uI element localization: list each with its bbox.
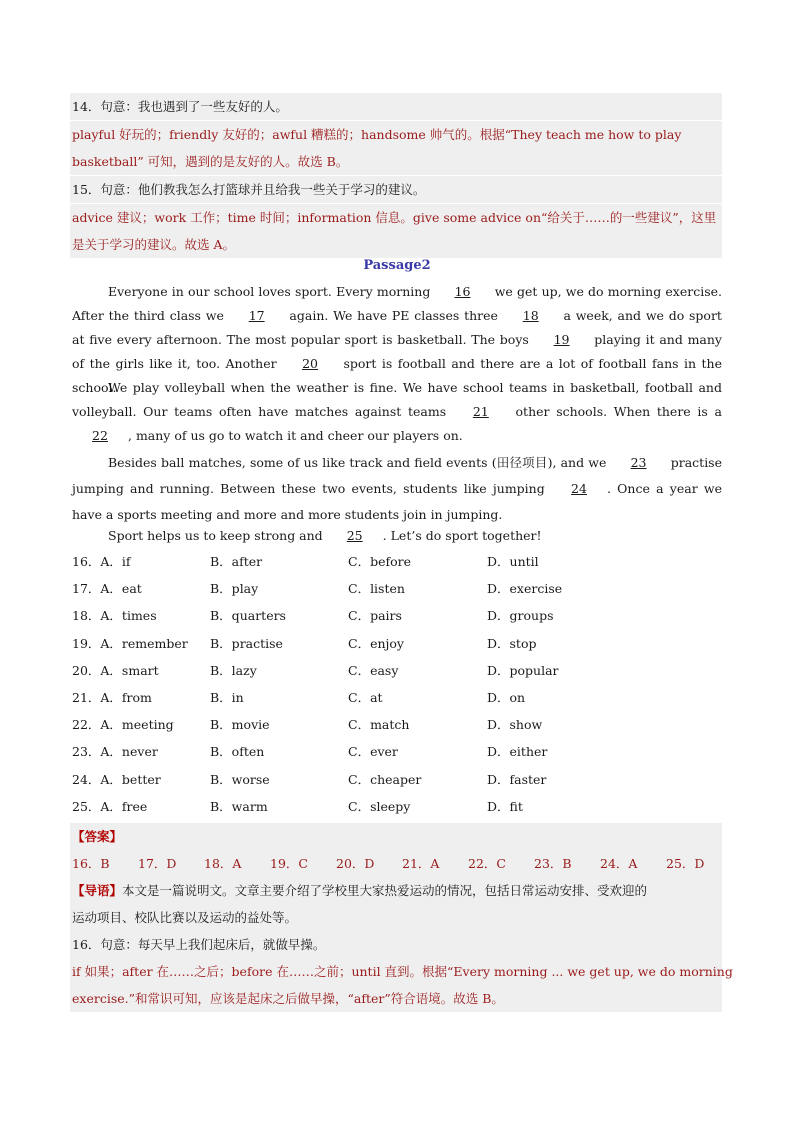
passage-text: sport is football and there are a lot of football fans in the school. [72, 356, 722, 395]
option-c: C．easy [348, 662, 399, 678]
passage-paragraph-3 [72, 450, 722, 528]
blank-22: 22 [92, 428, 108, 443]
option-c: C．match [348, 717, 410, 733]
option-row-19 [72, 630, 722, 657]
option-a: 24．A．better [72, 771, 161, 787]
answer-19: 19．C [270, 856, 308, 871]
option-b: B．warm [210, 798, 268, 814]
q14-explanation-line-2: basketball” 可知，遇到的是友好的人。故选 B。 [70, 148, 722, 176]
answer-list [70, 850, 722, 877]
option-c: C．cheaper [348, 771, 422, 787]
q14-explanation-line-1: playful 好玩的；friendly 友好的；awful 糟糕的；handsome 帅气的。根据“They teach me how to play [72, 127, 682, 142]
answer-17: 17．D [138, 856, 177, 871]
option-c: C．pairs [348, 608, 402, 624]
passage-text: . Once a year we have a sports meeting and more and more students join in jumping. [72, 481, 722, 522]
option-d: D．until [487, 554, 539, 569]
option-a: 16．A．if [72, 554, 131, 569]
option-row-17 [72, 575, 722, 602]
option-row-21 [72, 684, 722, 711]
option-a: 17．A．eat [72, 581, 142, 597]
option-row-20 [72, 657, 722, 684]
guide-line-2: 运动项目、校队比赛以及运动的益处等。 [72, 910, 298, 925]
passage-text: again. We have PE classes three [289, 308, 498, 323]
option-d: D．show [487, 717, 543, 733]
blank-16: 16 [454, 284, 471, 299]
passage-text: Sport helps us to keep strong and [108, 528, 323, 543]
option-b: B．practise [210, 635, 283, 651]
q16-explanation-line-1: if 如果；after 在……之后；before 在……之前；until 直到。根据“Every morning ... we get up, we do morning [72, 964, 733, 979]
passage-text: other schools. When there is a [515, 404, 722, 419]
option-a: 23．A．never [72, 744, 158, 760]
passage-text: . Let’s do sport together! [382, 528, 542, 543]
blank-25: 25 [346, 528, 363, 543]
answer-heading [70, 823, 722, 850]
option-c: C．before [348, 554, 411, 569]
option-d: D．popular [487, 662, 559, 678]
option-b: B．often [210, 744, 265, 760]
passage-paragraph-2 [72, 376, 722, 448]
option-b: B．lazy [210, 662, 257, 678]
option-b: B．after [210, 554, 263, 569]
option-b: B．play [210, 581, 259, 597]
option-b: B．quarters [210, 608, 286, 624]
q15-explanation-line-1: advice 建议；work 工作；time 时间；information 信息。give some advice on“给关于……的一些建议”，这里 [72, 210, 717, 225]
answer-20: 20．D [336, 856, 375, 871]
answer-22: 22．C [468, 856, 506, 871]
passage-paragraph-4 [72, 524, 722, 548]
option-b: B．movie [210, 717, 270, 733]
answer-block [70, 823, 733, 1012]
blank-20: 20 [302, 356, 318, 371]
answer-25: 25．D [666, 856, 705, 871]
option-a: 22．A．meeting [72, 717, 174, 733]
answer-16: 16．B [72, 856, 110, 871]
passage-text: Everyone in our school loves sport. Every morning [108, 284, 431, 299]
passage-text: playing it and many of the girls like it, too. Another [72, 332, 722, 371]
passage-text: we get up, we do morning exercise. After the third class we [72, 284, 722, 323]
option-c: C．enjoy [348, 635, 404, 651]
q15-meaning: 15．句意：他们教我怎么打篮球并且给我一些关于学习的建议。 [70, 176, 722, 204]
option-row-23 [72, 738, 722, 765]
option-d: D．stop [487, 635, 537, 651]
option-c: C．sleepy [348, 798, 411, 814]
options-list [72, 548, 722, 820]
option-c: C．listen [348, 581, 405, 597]
option-d: D．groups [487, 608, 554, 624]
blank-19: 19 [553, 332, 570, 347]
guide-tag: 【导语】 [72, 883, 123, 898]
blank-23: 23 [630, 455, 647, 470]
option-row-24 [72, 766, 722, 793]
guide-text-1: 本文是一篇说明文。文章主要介绍了学校里大家热爱运动的情况，包括日常运动安排、受欢迎的 [122, 883, 648, 898]
passage-text: We play volleyball when the weather is fine. We have school teams in basketball, football and volleyball. Our teams often have matches against teams [72, 380, 722, 419]
passage-text: , many of us go to watch it and cheer our players on. [128, 428, 463, 443]
option-c: C．at [348, 689, 383, 705]
passage-title: Passage2 [363, 258, 431, 273]
option-d: D．faster [487, 771, 547, 787]
option-b: B．worse [210, 771, 270, 787]
q16-explanation-line-2: exercise.”和常识可知，应该是起床之后做早操，“after”符合语境。故选 B。 [72, 991, 504, 1006]
option-a: 18．A．times [72, 608, 157, 624]
blank-21: 21 [472, 404, 489, 419]
option-a: 20．A．smart [72, 662, 159, 678]
option-d: D．either [487, 744, 548, 760]
explanation-block-14-15 [70, 93, 722, 258]
option-a: 25．A．free [72, 798, 148, 814]
option-row-22 [72, 711, 722, 738]
q15-explanation-line-2: 是关于学习的建议。故选 A。 [72, 237, 236, 252]
option-row-25 [72, 793, 722, 820]
option-row-18 [72, 602, 722, 629]
option-b: B．in [210, 689, 244, 705]
answer-23: 23．B [534, 856, 572, 871]
guide-line-1 [70, 877, 722, 904]
option-d: D．fit [487, 798, 523, 814]
answer-24: 24．A [600, 856, 638, 871]
option-d: D．exercise [487, 581, 563, 597]
answer-21: 21．A [402, 856, 440, 871]
q14-meaning: 14．句意：我也遇到了一些友好的人。 [70, 93, 722, 121]
answer-tag: 【答案】 [72, 829, 123, 844]
passage-text: Besides ball matches, some of us like track and field events (田径项目), and we [108, 455, 607, 470]
option-d: D．on [487, 689, 526, 705]
blank-18: 18 [522, 308, 539, 323]
answer-18: 18．A [204, 856, 242, 871]
blank-24: 24 [571, 481, 587, 496]
passage-text: practise jumping and running. Between these two events, students like jumping [72, 455, 722, 496]
q16-meaning: 16．句意：每天早上我们起床后，就做早操。 [72, 937, 326, 952]
blank-17: 17 [248, 308, 265, 323]
option-c: C．ever [348, 744, 398, 760]
option-row-16 [72, 548, 722, 575]
passage-text: a week, and we do sport at five every afternoon. The most popular sport is basketball. The boys [72, 308, 722, 347]
option-a: 19．A．remember [72, 635, 188, 651]
option-a: 21．A．from [72, 689, 152, 705]
